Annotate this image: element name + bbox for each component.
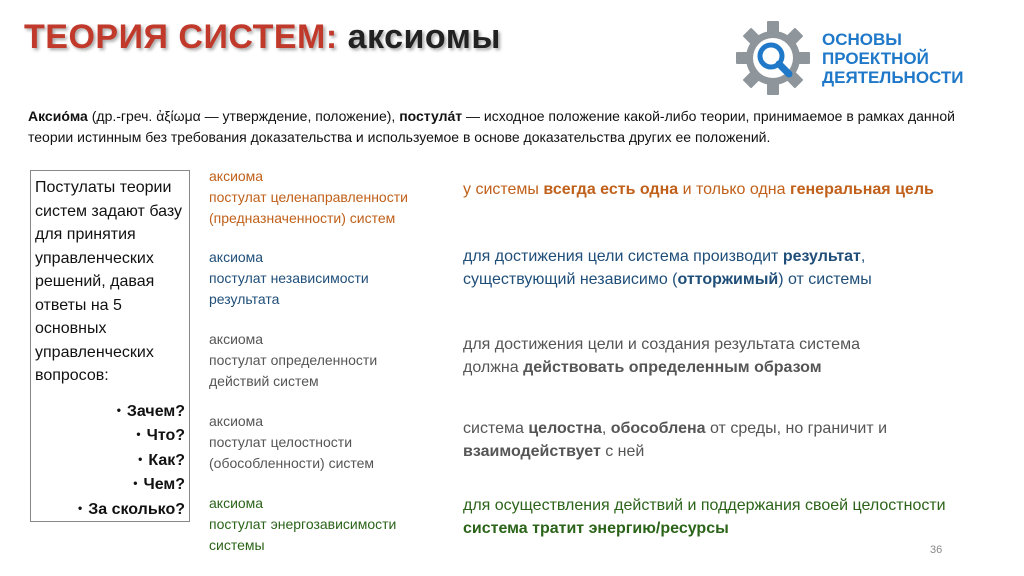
axiom-statement-1: у системы всегда есть одна и только одна генеральная цель bbox=[463, 181, 934, 198]
question-item: • За сколько? bbox=[78, 500, 185, 518]
postulates-box bbox=[30, 170, 190, 522]
page-number: 36 bbox=[930, 544, 943, 556]
question-item: • Чем? bbox=[133, 476, 185, 493]
axiom-statement-4: система целостна, обособлена от среды, но граничит и взаимодействует с ней bbox=[463, 420, 888, 460]
definition-text-1: (др.-греч. ἀξίωμα — утверждение, положение), bbox=[87, 108, 400, 124]
term-postulate: постула́т bbox=[399, 108, 463, 124]
question-item: • Как? bbox=[138, 451, 185, 469]
axiom-statement-3: для достижения цели и создания результата система должна действовать определенным образом bbox=[463, 336, 860, 376]
axiom-label-4: аксиома постулат целостности (обособленности) систем bbox=[209, 413, 375, 471]
axiom-label-3: аксиома постулат определенности действий систем bbox=[209, 331, 378, 389]
question-item: • Что? bbox=[136, 427, 185, 444]
question-item: • Зачем? bbox=[116, 402, 185, 420]
axiom-statement-5: для осуществления действий и поддержания своей целостности система тратит энергию/ресурсы bbox=[463, 497, 946, 537]
postulates-intro: Постулаты теории систем задают базу для принятия управленческих решений, давая ответы на 5 основных управленческих вопросов: bbox=[35, 179, 182, 384]
questions-list bbox=[35, 399, 185, 522]
axiom-statement-2: для достижения цели система производит результат, существующий независимо (отторжимый) от системы bbox=[463, 248, 872, 288]
gear-magnifier-icon bbox=[735, 20, 811, 96]
logo-line-2: ПРОЕКТНОЙ bbox=[822, 49, 929, 68]
title-part2: аксиомы bbox=[347, 18, 501, 56]
title-part1: ТЕОРИЯ СИСТЕМ: bbox=[24, 18, 338, 56]
logo-text bbox=[822, 30, 964, 87]
axiom-label-1: аксиома постулат целенаправленности (предназначенности) систем bbox=[209, 168, 408, 226]
axiom-label-5: аксиома постулат энергозависимости системы bbox=[209, 495, 397, 553]
logo-line-1: ОСНОВЫ bbox=[822, 30, 902, 49]
term-axiom: Аксио́ма bbox=[28, 108, 88, 124]
logo-line-3: ДЕЯТЕЛЬНОСТИ bbox=[822, 68, 964, 87]
definition-text-2: — исходное положение какой-либо теории, принимаемое в рамках данной теории истинным без требования доказательства и используемое в основе доказательства других ее положений. bbox=[28, 108, 955, 145]
axiom-label-2: аксиома постулат независимости результата bbox=[209, 249, 369, 307]
definition-paragraph bbox=[28, 106, 978, 148]
page-title bbox=[24, 18, 501, 57]
